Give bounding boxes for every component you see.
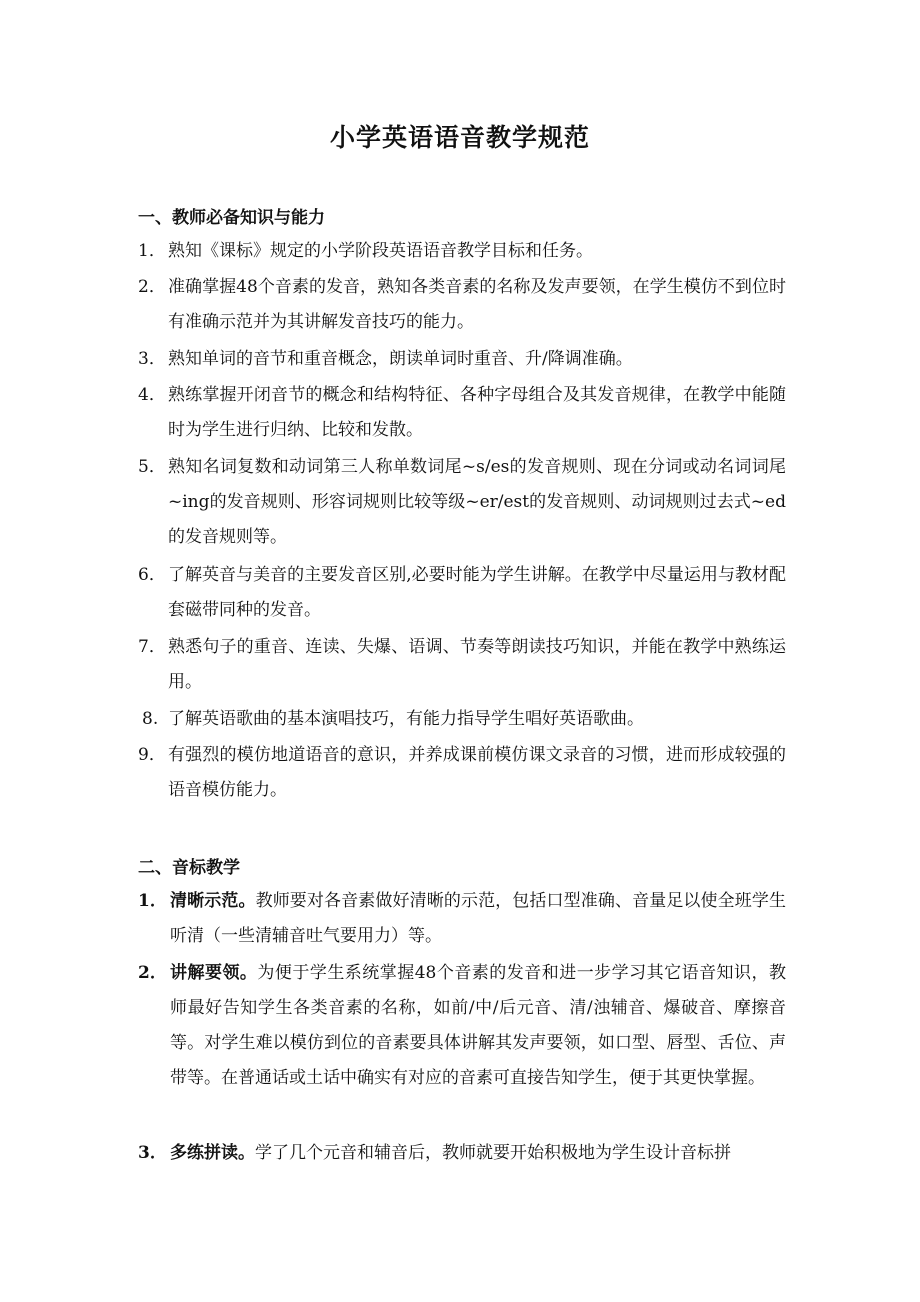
item-text: 准确掌握48个音素的发音，熟知各类音素的名称及发声要领，在学生模仿不到位时有准确示范并为其讲解发音技巧的能力。 — [168, 277, 786, 332]
item-text: 熟知《课标》规定的小学阶段英语语音教学目标和任务。 — [168, 241, 593, 261]
list-item — [138, 884, 786, 954]
list-item — [138, 956, 786, 1096]
item-text: 了解英语歌曲的基本演唱技巧，有能力指导学生唱好英语歌曲。 — [168, 709, 644, 729]
list-item — [138, 630, 786, 700]
item-number: 9． — [138, 745, 166, 765]
list-item — [138, 738, 786, 808]
item-number: 1． — [138, 891, 167, 911]
document-title: 小学英语语音教学规范 — [329, 123, 590, 152]
item-text: 熟知单词的音节和重音概念，朗读单词时重音、升/降调准确。 — [168, 349, 633, 369]
list-item — [138, 1136, 786, 1171]
item-number: 3． — [138, 1143, 167, 1163]
item-number: 1． — [138, 241, 166, 261]
list-item — [138, 702, 786, 737]
list-item — [138, 378, 786, 448]
list-item — [138, 450, 786, 555]
item-text: 教师要对各音素做好清晰的示范，包括口型准确、音量足以使全班学生听清（一些清辅音吐气要用力）等。 — [170, 891, 787, 946]
item-number: 2． — [138, 963, 167, 983]
item-text: 学了几个元音和辅音后，教师就要开始积极地为学生设计音标拼 — [255, 1143, 731, 1163]
item-number: 8. — [142, 709, 159, 729]
item-lead: 讲解要领。 — [170, 963, 258, 983]
item-text: 熟练掌握开闭音节的概念和结构特征、各种字母组合及其发音规律，在教学中能随时为学生进行归纳、比较和发散。 — [168, 385, 786, 440]
item-lead: 清晰示范。 — [170, 891, 256, 911]
list-item — [138, 558, 786, 628]
item-lead: 多练拼读。 — [170, 1143, 255, 1163]
item-number: 5． — [138, 457, 166, 477]
item-number: 7． — [138, 637, 166, 657]
item-text: 熟知名词复数和动词第三人称单数词尾~s/es的发音规则、现在分词或动名词词尾~ing的发音规则、形容词规则比较等级~er/est的发音规则、动词规则过去式~ed的发音规则等。 — [168, 457, 786, 547]
list-item — [138, 342, 786, 377]
item-text: 熟悉句子的重音、连读、失爆、语调、节奏等朗读技巧知识，并能在教学中熟练运用。 — [168, 637, 786, 692]
item-text: 有强烈的模仿地道语音的意识，并养成课前模仿课文录音的习惯，进而形成较强的语音模仿能力。 — [168, 745, 786, 800]
item-number: 4． — [138, 385, 166, 405]
list-item — [138, 234, 786, 269]
item-number: 3． — [138, 349, 166, 369]
item-text: 了解英音与美音的主要发音区别,必要时能为学生讲解。在教学中尽量运用与教材配套磁带同种的发音。 — [168, 565, 786, 620]
item-number: 2． — [138, 277, 166, 297]
section-heading: 一、教师必备知识与能力 — [138, 208, 325, 228]
list-item — [138, 270, 786, 340]
item-text: 为便于学生系统掌握48个音素的发音和进一步学习其它语音知识，教师最好告知学生各类音素的名称，如前/中/后元音、清/浊辅音、爆破音、摩擦音等。对学生难以模仿到位的音素要具体讲解其发声要领，如口型、唇型、舌位、声带等。在普通话或土话中确实有对应的音素可直接告知学生，便于其更快掌握。 — [170, 963, 786, 1088]
section-heading: 二、音标教学 — [138, 858, 240, 878]
item-number: 6． — [138, 565, 166, 585]
